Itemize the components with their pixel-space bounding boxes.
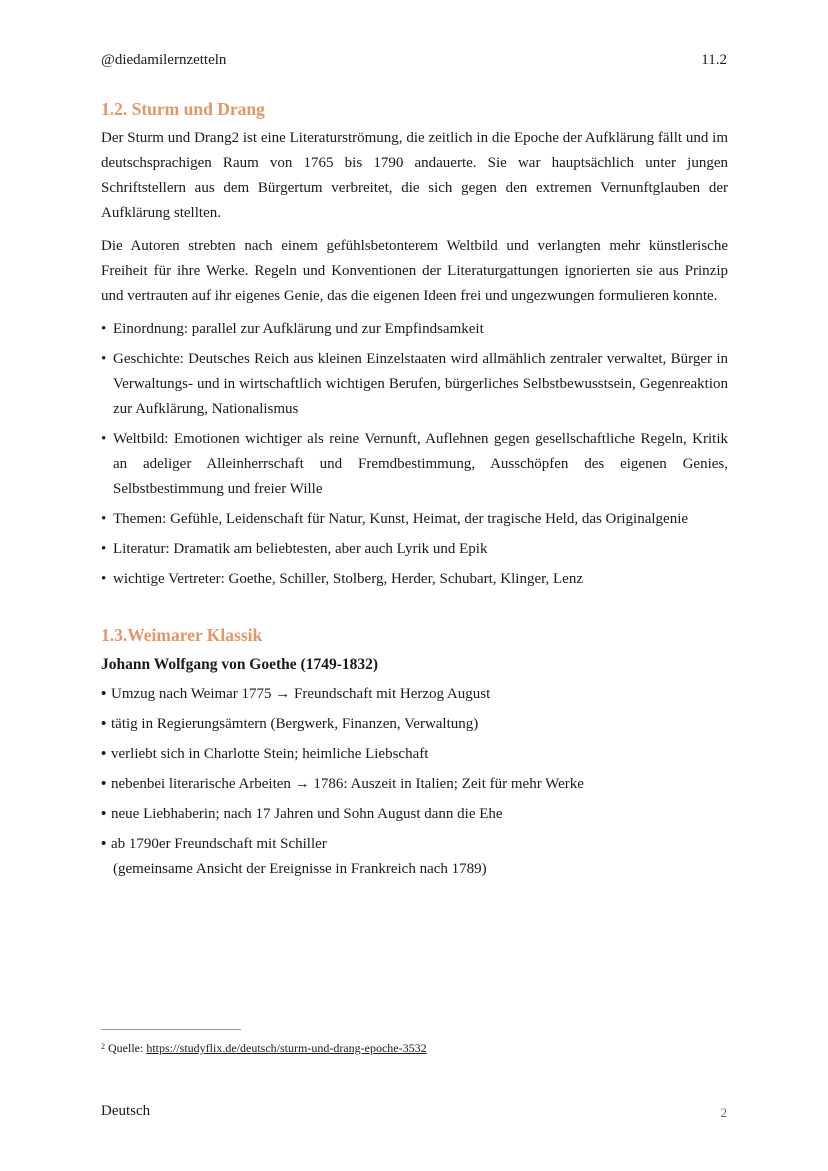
- section-spacer: [101, 597, 728, 624]
- footnote-source-link[interactable]: https://studyflix.de/deutsch/sturm-und-drang-epoche-3532: [146, 1041, 427, 1055]
- list-item: [101, 537, 728, 562]
- list-item: [101, 832, 728, 882]
- bullet-icon: •: [101, 716, 107, 732]
- bullet-icon: •: [101, 686, 107, 702]
- footnote-divider: [101, 1029, 241, 1030]
- bullet-icon: •: [101, 541, 107, 557]
- list-item: [101, 317, 728, 342]
- footnote: [101, 1041, 427, 1056]
- page-content: [101, 98, 728, 887]
- paragraph: Die Autoren strebten nach einem gefühlsbetonterem Weltbild und verlangten mehr künstlerische Freiheit für ihre Werke. Regeln und Konventionen der Literaturgattungen ignorierten sie aus Prinzip und vertrauten auf ihr eigenes Genie, das die eigenen Ideen frei und ungezwungen formulieren konnte.: [101, 238, 728, 304]
- list-item: [101, 567, 728, 592]
- list-item-text: wichtige Vertreter: Goethe, Schiller, Stolberg, Herder, Schubart, Klinger, Lenz: [113, 571, 583, 587]
- list-item-continuation: (gemeinsame Ansicht der Ereignisse in Frankreich nach 1789): [113, 861, 487, 877]
- bullet-icon: •: [101, 776, 107, 792]
- bullet-icon: •: [101, 806, 107, 822]
- subheading-goethe: Johann Wolfgang von Goethe (1749-1832): [101, 656, 379, 673]
- bullet-icon: •: [101, 746, 107, 762]
- section-heading-weimarer-klassik: 1.3.Weimarer Klassik: [101, 625, 263, 645]
- list-item-text: tätig in Regierungsämtern (Bergwerk, Finanzen, Verwaltung): [111, 716, 479, 732]
- list-item-text: neue Liebhaberin; nach 17 Jahren und Sohn August dann die Ehe: [111, 806, 503, 822]
- list-item-text: verliebt sich in Charlotte Stein; heimliche Liebschaft: [111, 746, 429, 762]
- header-class-code: 11.2: [701, 52, 727, 68]
- footnote-label: Quelle:: [108, 1041, 144, 1055]
- list-item: [101, 772, 728, 797]
- list-item-text: Geschichte: Deutsches Reich aus kleinen Einzelstaaten wird allmählich zentraler verwaltet, Bürger in Verwaltungs- und in wirtschaftlich wichtigen Berufen, bürgerliches Selbstbewusstsein, Gegenreaktion zur Aufklärung, Nationalismus: [113, 351, 728, 417]
- bullet-icon: •: [101, 511, 107, 527]
- list-item-text: Themen: Gefühle, Leidenschaft für Natur, Kunst, Heimat, der tragische Held, das Originalgenie: [113, 511, 689, 527]
- bullet-icon: •: [101, 431, 107, 447]
- bullet-icon: •: [101, 321, 107, 337]
- header-handle: @diedamilernzetteln: [101, 52, 227, 68]
- list-item-text: ab 1790er Freundschaft mit Schiller: [111, 836, 327, 852]
- list-item-text: Umzug nach Weimar 1775 → Freundschaft mit Herzog August: [111, 686, 491, 702]
- bullet-list-goethe: [101, 682, 728, 882]
- list-item: [101, 712, 728, 737]
- bullet-list-sturm-und-drang: [101, 317, 728, 592]
- bullet-icon: •: [101, 351, 107, 367]
- bullet-icon: •: [101, 836, 107, 852]
- list-item: [101, 742, 728, 767]
- list-item: [101, 347, 728, 422]
- list-item: [101, 802, 728, 827]
- page-number: 2: [720, 1105, 727, 1120]
- bullet-icon: •: [101, 571, 107, 587]
- list-item-text: Literatur: Dramatik am beliebtesten, aber auch Lyrik und Epik: [113, 541, 488, 557]
- paragraph: Der Sturm und Drang2 ist eine Literaturströmung, die zeitlich in die Epoche der Aufklärung fällt und im deutschsprachigen Raum von 1765 bis 1790 andauerte. Sie war hauptsächlich unter jungen Schriftstellern aus dem Bürgertum verbreitet, die sich gegen den extremen Vernunftglauben der Aufklärung stellten.: [101, 130, 728, 221]
- list-item-text: Weltbild: Emotionen wichtiger als reine Vernunft, Auflehnen gegen gesellschaftliche Regeln, Kritik an adeliger Alleinherrschaft und Fremdbestimmung, Ausschöpfen des eigenen Genies, Selbstbestimmung und freier Wille: [113, 431, 728, 497]
- footer-subject: Deutsch: [101, 1103, 151, 1119]
- list-item: [101, 427, 728, 502]
- list-item: [101, 682, 728, 707]
- footnote-marker: 2: [101, 1042, 105, 1051]
- list-item-text: Einordnung: parallel zur Aufklärung und zur Empfindsamkeit: [113, 321, 484, 337]
- section-heading-sturm-und-drang: 1.2. Sturm und Drang: [101, 99, 265, 119]
- list-item-text: nebenbei literarische Arbeiten → 1786: Auszeit in Italien; Zeit für mehr Werke: [111, 776, 584, 792]
- list-item: [101, 507, 728, 532]
